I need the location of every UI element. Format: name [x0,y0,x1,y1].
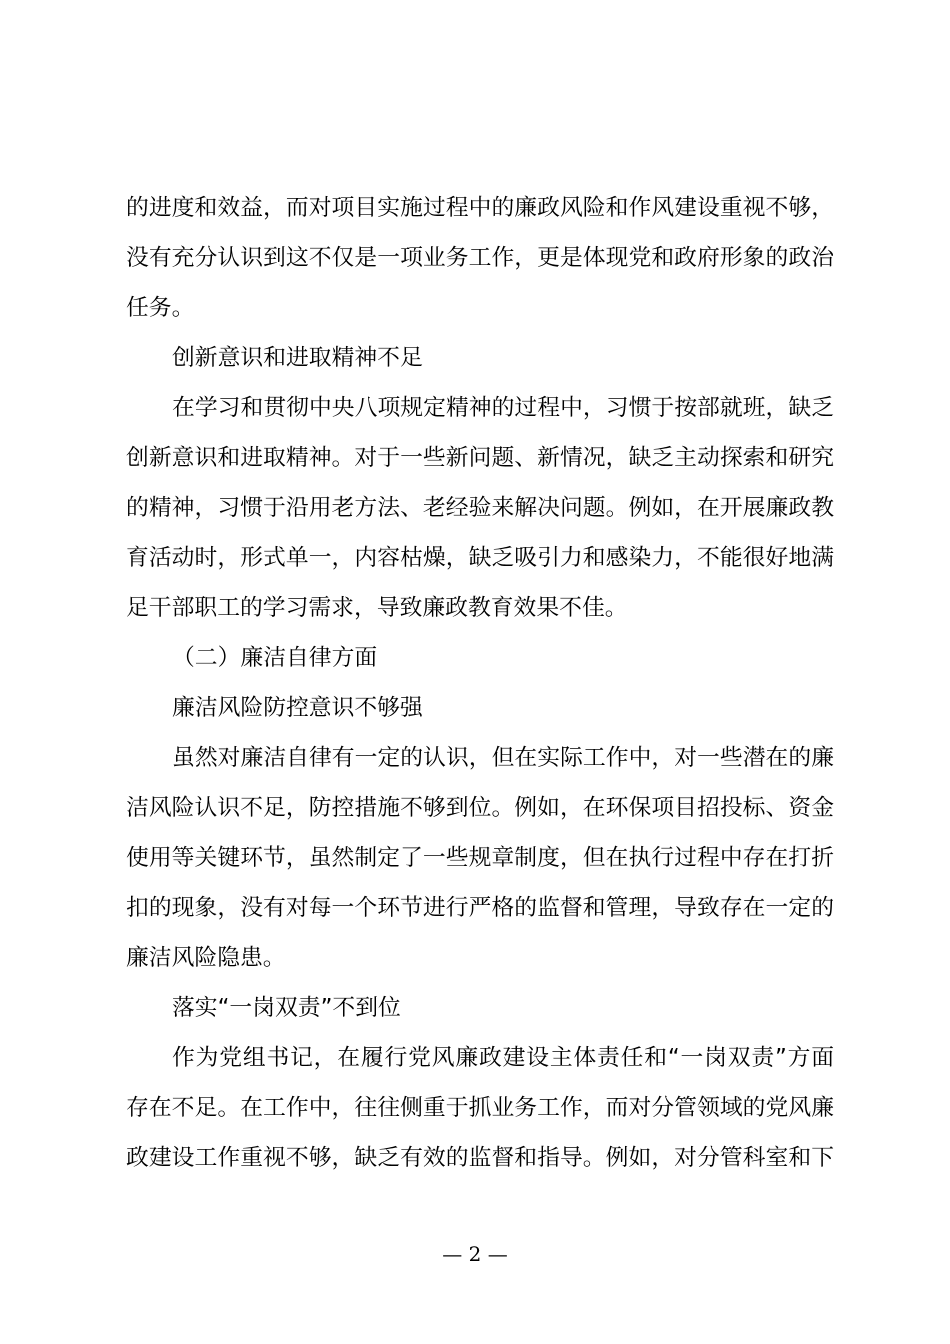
text-line: 虽然对廉洁自律有一定的认识，但在实际工作中，对一些潜在的廉 [172,745,834,771]
document-body [126,183,834,1183]
text-line: 没有充分认识到这不仅是一项业务工作，更是体现党和政府形象的政治 [126,245,834,271]
section-heading-innovation [126,333,834,383]
text-line: 政建设工作重视不够，缺乏有效的监督和指导。例如，对分管科室和下 [126,1145,834,1171]
paragraph-innovation [126,383,834,633]
text-line: 洁风险认识不足，防控措施不够到位。例如，在环保项目招投标、资金 [126,795,834,821]
text-line: 的进度和效益，而对项目实施过程中的廉政风险和作风建设重视不够， [126,195,834,221]
subsection-heading-dual-duty [126,983,834,1033]
text-line: 存在不足。在工作中，往往侧重于抓业务工作，而对分管领域的党风廉 [126,1095,834,1121]
paragraph-risk [126,733,834,983]
paragraph-dual-duty [126,1033,834,1183]
text-line: 在学习和贯彻中央八项规定精神的过程中，习惯于按部就班，缺乏 [172,395,834,421]
paragraph-continuation [126,183,834,333]
text-line: 使用等关键环节，虽然制定了一些规章制度，但在执行过程中存在打折 [126,845,834,871]
text-line: 廉洁风险隐患。 [126,945,286,971]
text-line: 任务。 [126,295,195,321]
text-line: 作为党组书记，在履行党风廉政建设主体责任和“一岗双责”方面 [172,1045,834,1071]
text-line: 育活动时，形式单一，内容枯燥，缺乏吸引力和感染力，不能很好地满 [126,545,834,571]
heading-text: （二）廉洁自律方面 [172,645,378,671]
text-line: 创新意识和进取精神。对于一些新问题、新情况，缺乏主动探索和研究 [126,445,834,471]
text-line: 足干部职工的学习需求，导致廉政教育效果不佳。 [126,595,628,621]
heading-text: 创新意识和进取精神不足 [172,345,423,371]
section-heading-integrity [126,633,834,683]
page-number: — 2 — [442,1242,508,1266]
text-line: 的精神，习惯于沿用老方法、老经验来解决问题。例如，在开展廉政教 [126,495,834,521]
subsection-heading-risk [126,683,834,733]
text-line: 扣的现象，没有对每一个环节进行严格的监督和管理，导致存在一定的 [126,895,834,921]
heading-text: 落实“一岗双责”不到位 [172,995,401,1021]
heading-text: 廉洁风险防控意识不够强 [172,695,423,721]
